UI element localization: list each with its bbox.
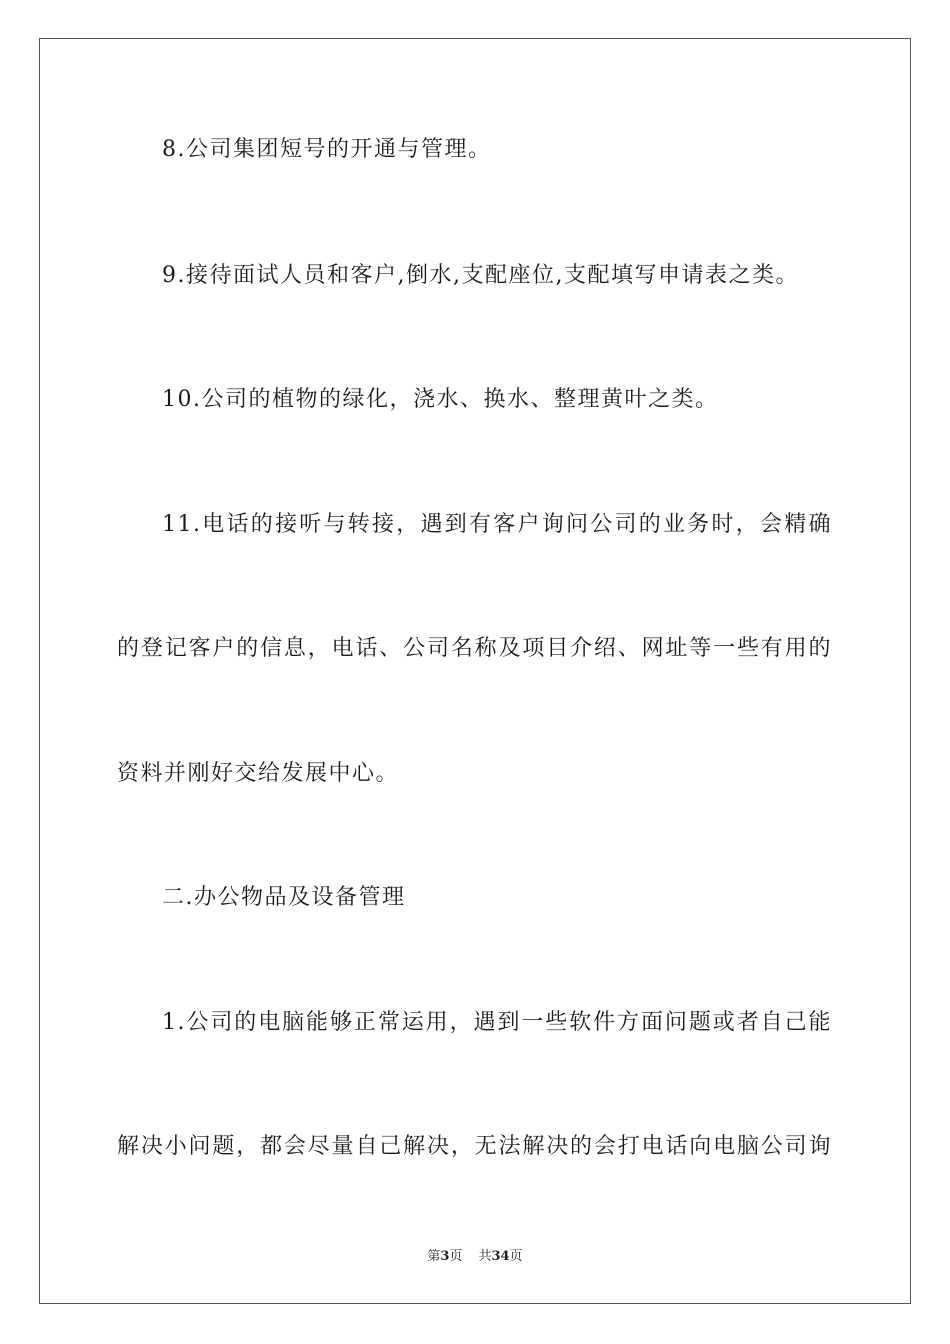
total-suffix: 页 <box>509 1249 523 1264</box>
paragraph-line-11-part2: 的登记客户的信息，电话、公司名称及项目介绍、网址等一些有用的 <box>117 636 832 661</box>
paragraph-line-9: 9.接待面试人员和客户,倒水,支配座位,支配填写申请表之类。 <box>162 263 799 288</box>
paragraph-line-10: 10.公司的植物的绿化，浇水、换水、整理黄叶之类。 <box>162 387 719 412</box>
page-suffix: 页 <box>449 1249 463 1264</box>
paragraph-line-11-part1: 11.电话的接听与转接，遇到有客户询问公司的业务时，会精确 <box>162 512 832 537</box>
paragraph-line-1-part2: 解决小问题，都会尽量自己解决，无法解决的会打电话向电脑公司询 <box>117 1134 832 1159</box>
section-heading-office-supplies: 二.办公物品及设备管理 <box>162 885 406 910</box>
total-prefix: 共 <box>478 1249 492 1264</box>
paragraph-line-8: 8.公司集团短号的开通与管理。 <box>162 137 492 162</box>
page-number: 3 <box>440 1249 450 1264</box>
page-border <box>39 38 911 1304</box>
page-prefix: 第 <box>427 1249 441 1264</box>
total-pages: 34 <box>491 1249 510 1264</box>
paragraph-line-1-part1: 1.公司的电脑能够正常运用，遇到一些软件方面问题或者自己能 <box>162 1010 832 1035</box>
paragraph-line-11-part3: 资料并刚好交给发展中心。 <box>117 761 400 786</box>
page-footer <box>0 1248 950 1266</box>
